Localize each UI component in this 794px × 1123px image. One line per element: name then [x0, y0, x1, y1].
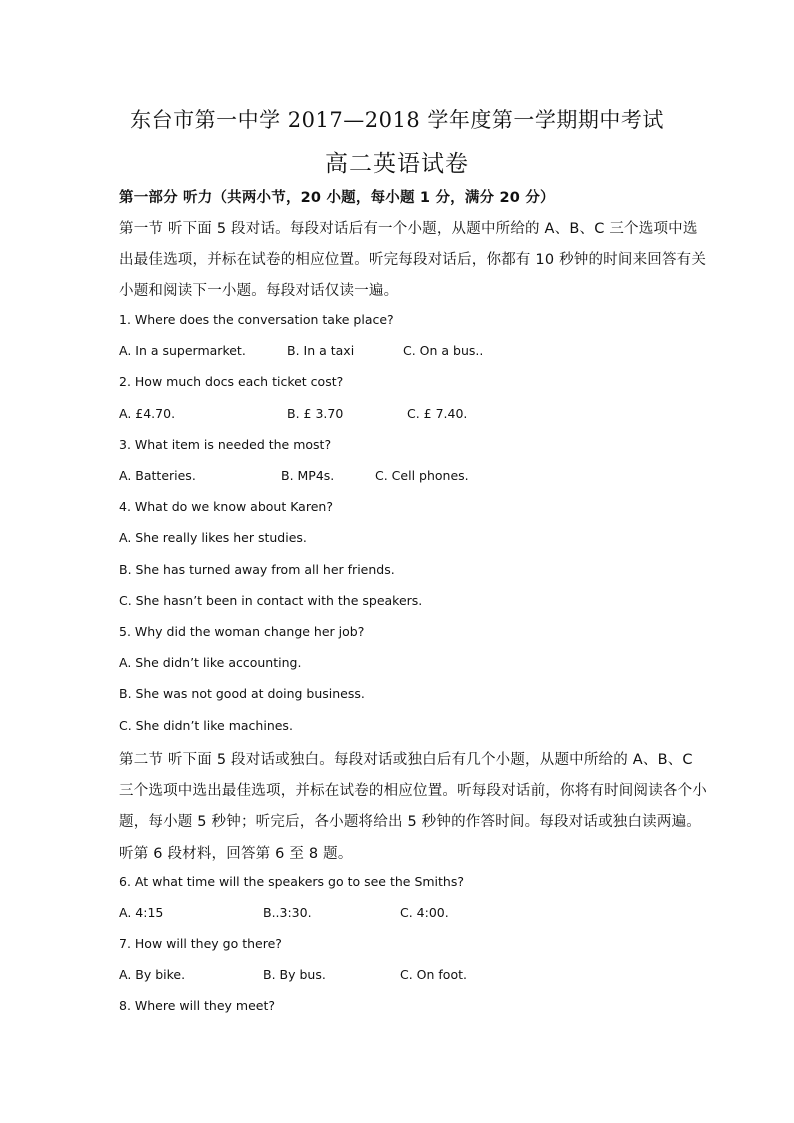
- question-5-option-b: B. She was not good at doing business.: [119, 686, 365, 701]
- section2-instructions-line: 题，每小题 5 秒钟；听完后，各小题将给出 5 秒钟的作答时间。每段对话或独白读两遍。: [119, 814, 701, 830]
- question-4-option-b: B. She has turned away from all her friends.: [119, 562, 395, 577]
- exam-title: 东台市第一中学 2017—2018 学年度第一学期期中考试: [130, 108, 664, 132]
- question-1-option-c: C. On a bus..: [403, 343, 484, 358]
- question-6-option-a: A. 4:15: [119, 905, 164, 920]
- question-3-stem: 3. What item is needed the most?: [119, 437, 332, 452]
- question-7-stem: 7. How will they go there?: [119, 936, 282, 951]
- part1-heading: 第一部分 听力（共两小节，20 小题，每小题 1 分，满分 20 分）: [119, 190, 555, 206]
- question-1-option-b: B. In a taxi: [287, 343, 355, 358]
- question-6-stem: 6. At what time will the speakers go to see the Smiths?: [119, 874, 464, 889]
- question-2-option-c: C. £ 7.40.: [407, 406, 468, 421]
- question-2-option-a: A. £4.70.: [119, 406, 176, 421]
- exam-subtitle: 高二英语试卷: [325, 151, 469, 177]
- question-8-stem: 8. Where will they meet?: [119, 998, 275, 1013]
- question-4-option-a: A. She really likes her studies.: [119, 530, 307, 545]
- question-1-stem: 1. Where does the conversation take place?: [119, 312, 394, 327]
- question-2-option-b: B. £ 3.70: [287, 406, 344, 421]
- question-4-option-c: C. She hasn’t been in contact with the speakers.: [119, 593, 423, 608]
- question-1-option-a: A. In a supermarket.: [119, 343, 246, 358]
- section1-instructions-line: 第一节 听下面 5 段对话。每段对话后有一个小题，从题中所给的 A、B、C 三个选项中选: [119, 221, 698, 237]
- section2-instructions-line: 三个选项中选出最佳选项，并标在试卷的相应位置。听每段对话前，你将有时间阅读各个小: [119, 783, 707, 799]
- question-5-stem: 5. Why did the woman change her job?: [119, 624, 365, 639]
- question-5-option-c: C. She didn’t like machines.: [119, 718, 293, 733]
- question-7-option-a: A. By bike.: [119, 967, 186, 982]
- question-3-option-c: C. Cell phones.: [375, 468, 469, 483]
- section1-instructions-line: 小题和阅读下一小题。每段对话仅读一遍。: [119, 283, 399, 299]
- question-5-option-a: A. She didn’t like accounting.: [119, 655, 302, 670]
- section2-instructions-line: 第二节 听下面 5 段对话或独白。每段对话或独白后有几个小题，从题中所给的 A、B、C: [119, 752, 693, 768]
- question-2-stem: 2. How much docs each ticket cost?: [119, 374, 344, 389]
- question-7-option-b: B. By bus.: [263, 967, 326, 982]
- question-4-stem: 4. What do we know about Karen?: [119, 499, 333, 514]
- material-6-heading: 听第 6 段材料，回答第 6 至 8 题。: [119, 846, 353, 862]
- question-3-option-b: B. MP4s.: [281, 468, 335, 483]
- question-7-option-c: C. On foot.: [400, 967, 467, 982]
- question-6-option-c: C. 4:00.: [400, 905, 449, 920]
- section1-instructions-line: 出最佳选项，并标在试卷的相应位置。听完每段对话后，你都有 10 秒钟的时间来回答有关: [119, 252, 707, 268]
- question-6-option-b: B..3:30.: [263, 905, 312, 920]
- question-3-option-a: A. Batteries.: [119, 468, 196, 483]
